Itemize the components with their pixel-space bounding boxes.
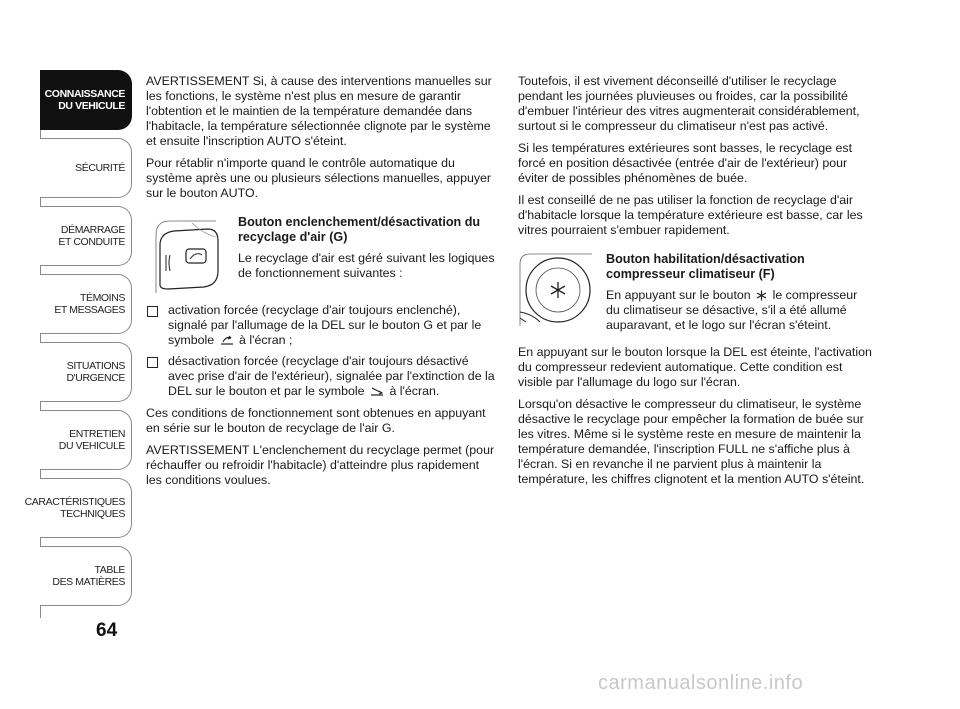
recirculation-on-icon: [220, 334, 234, 346]
rainy-days-paragraph: Toutefois, il est vivement déconseillé d'utiliser le recyclage pendant les journées pluvieuses ou froides, car la possibilité d'embuer l'intérieur des vitres augmenterait considérablement, surtout si le compresseur du climatiseur n'est pas activé.: [518, 74, 860, 133]
recirculation-off-icon: [370, 385, 384, 397]
right-column: [518, 74, 874, 494]
tab-label: CARACTÉRISTIQUES: [24, 496, 125, 508]
compressor-heading: Bouton habilitation/désactivation compresseur climatiseur (F): [606, 252, 805, 281]
conditions-paragraph: Ces conditions de fonctionnement sont obtenues en appuyant en série sur le bouton de recyclage de l'air G.: [146, 406, 486, 435]
tab-label: DU VEHICULE: [58, 100, 125, 112]
compressor-text-end: le compresseur du climatiseur se désactive, s'il a été allumé auparavant, et le logo sur l'écran s'éteint.: [606, 288, 858, 332]
tab-label: ENTRETIEN: [69, 428, 125, 440]
watermark-text: carmanualsonline.info: [598, 672, 804, 694]
list-item: [146, 303, 498, 348]
tab-label: SÉCURITÉ: [75, 162, 125, 174]
forced-activation-text-end: à l'écran ;: [239, 333, 293, 347]
tab-label: DES MATIÈRES: [52, 576, 125, 588]
tab-caract-ristiques-techniques[interactable]: [24, 478, 132, 538]
low-temperature-paragraph: Si les températures extérieures sont basses, le recyclage est forcé en position désactivée (entrée d'air de l'extérieur) pour éviter de possibles phénomènes de buée.: [518, 141, 853, 185]
tab-label: TECHNIQUES: [60, 508, 125, 520]
recirculation-section: [146, 215, 498, 295]
checkbox-bullet-icon: [147, 306, 158, 317]
tab-s-curit[interactable]: [40, 138, 132, 198]
tab-t-moins-et-messages[interactable]: [40, 274, 132, 334]
led-off-paragraph: En appuyant sur le bouton lorsque la DEL est éteinte, l'activation du compresseur redevient automatique. Cette condition est visible par l'allumage du logo sur l'écran.: [518, 345, 872, 389]
advice-paragraph: Il est conseillé de ne pas utiliser la fonction de recyclage d'air d'habitacle lorsque la température extérieure est basse, car les vitres pourraient s'embuer rapidement.: [518, 193, 863, 237]
tab-entretien-du-vehicule[interactable]: [40, 410, 132, 470]
recirculation-button-illustration: [146, 215, 226, 295]
compressor-off-paragraph: Lorsqu'on désactive le compresseur du climatiseur, le système désactive le recyclage pour empêcher la formation de buée sur les vitres. Même si le système reste en mesure de maintenir la température demandée, l'inscription FULL ne s'affiche plus à l'écran. Si en revanche il ne parvient plus à maintenir la température, les chiffres clignotent et la mention AUTO s'éteint.: [518, 397, 865, 486]
tab-table-des-mati-res[interactable]: [40, 546, 132, 606]
recirculation-heading: Bouton enclenchement/désactivation du recyclage d'air (G): [238, 215, 481, 244]
compressor-button-illustration: [518, 252, 594, 328]
checkbox-bullet-icon: [147, 357, 158, 368]
snowflake-icon: [756, 290, 767, 301]
tab-d-marrage-et-conduite[interactable]: [40, 206, 132, 266]
left-column: [146, 74, 498, 495]
restore-auto-paragraph: Pour rétablir n'importe quand le contrôle automatique du système après une ou plusieurs sélections manuelles, appuyer sur le bouton AUTO.: [146, 156, 492, 200]
tab-label: DÉMARRAGE: [60, 224, 125, 236]
recirculation-intro: Le recyclage d'air est géré suivant les logiques de fonctionnement suivantes :: [238, 251, 495, 280]
tab-label: ET CONDUITE: [58, 236, 125, 248]
warning-paragraph-recirculation: AVERTISSEMENT L'enclenchement du recyclage permet (pour réchauffer ou refroidir l'habitacle) d'atteindre plus rapidement les conditions voulues.: [146, 443, 495, 487]
tab-label: TÉMOINS: [79, 292, 125, 304]
tab-label: ET MESSAGES: [54, 304, 125, 316]
forced-deactivation-text: désactivation forcée (recyclage d'air toujours désactivé avec prise d'air de l'extérieur), signalée par l'extinction de la DEL sur le bouton et par le symbole: [168, 354, 495, 398]
chapter-tabs: [24, 70, 132, 614]
recirculation-modes-list: [146, 303, 498, 399]
tab-connaissance-du-vehicule[interactable]: [40, 70, 132, 130]
tab-label: CONNAISSANCE: [44, 88, 125, 100]
tab-label: DU VEHICULE: [58, 440, 125, 452]
warning-paragraph-auto: AVERTISSEMENT Si, à cause des interventions manuelles sur les fonctions, le système n'est plus en mesure de garantir l'obtention et le maintien de la température demandée dans l'habitacle, la température sélectionnée clignote par le système et ensuite l'inscription AUTO s'éteint.: [146, 74, 492, 148]
tab-label: D'URGENCE: [66, 372, 125, 384]
tab-label: TABLE: [94, 564, 125, 576]
compressor-section: [518, 252, 874, 337]
forced-deactivation-text-end: à l'écran.: [389, 384, 440, 398]
tab-situations-d-urgence[interactable]: [40, 342, 132, 402]
compressor-text: [606, 288, 874, 333]
page-number: 64: [96, 620, 118, 641]
tab-label: SITUATIONS: [66, 360, 125, 372]
forced-activation-text: activation forcée (recyclage d'air toujours enclenché), signalé par l'allumage de la DEL sur le bouton G et par le symbole: [168, 303, 482, 347]
compressor-text-start: En appuyant sur le bouton: [606, 288, 751, 302]
list-item: [146, 354, 498, 399]
